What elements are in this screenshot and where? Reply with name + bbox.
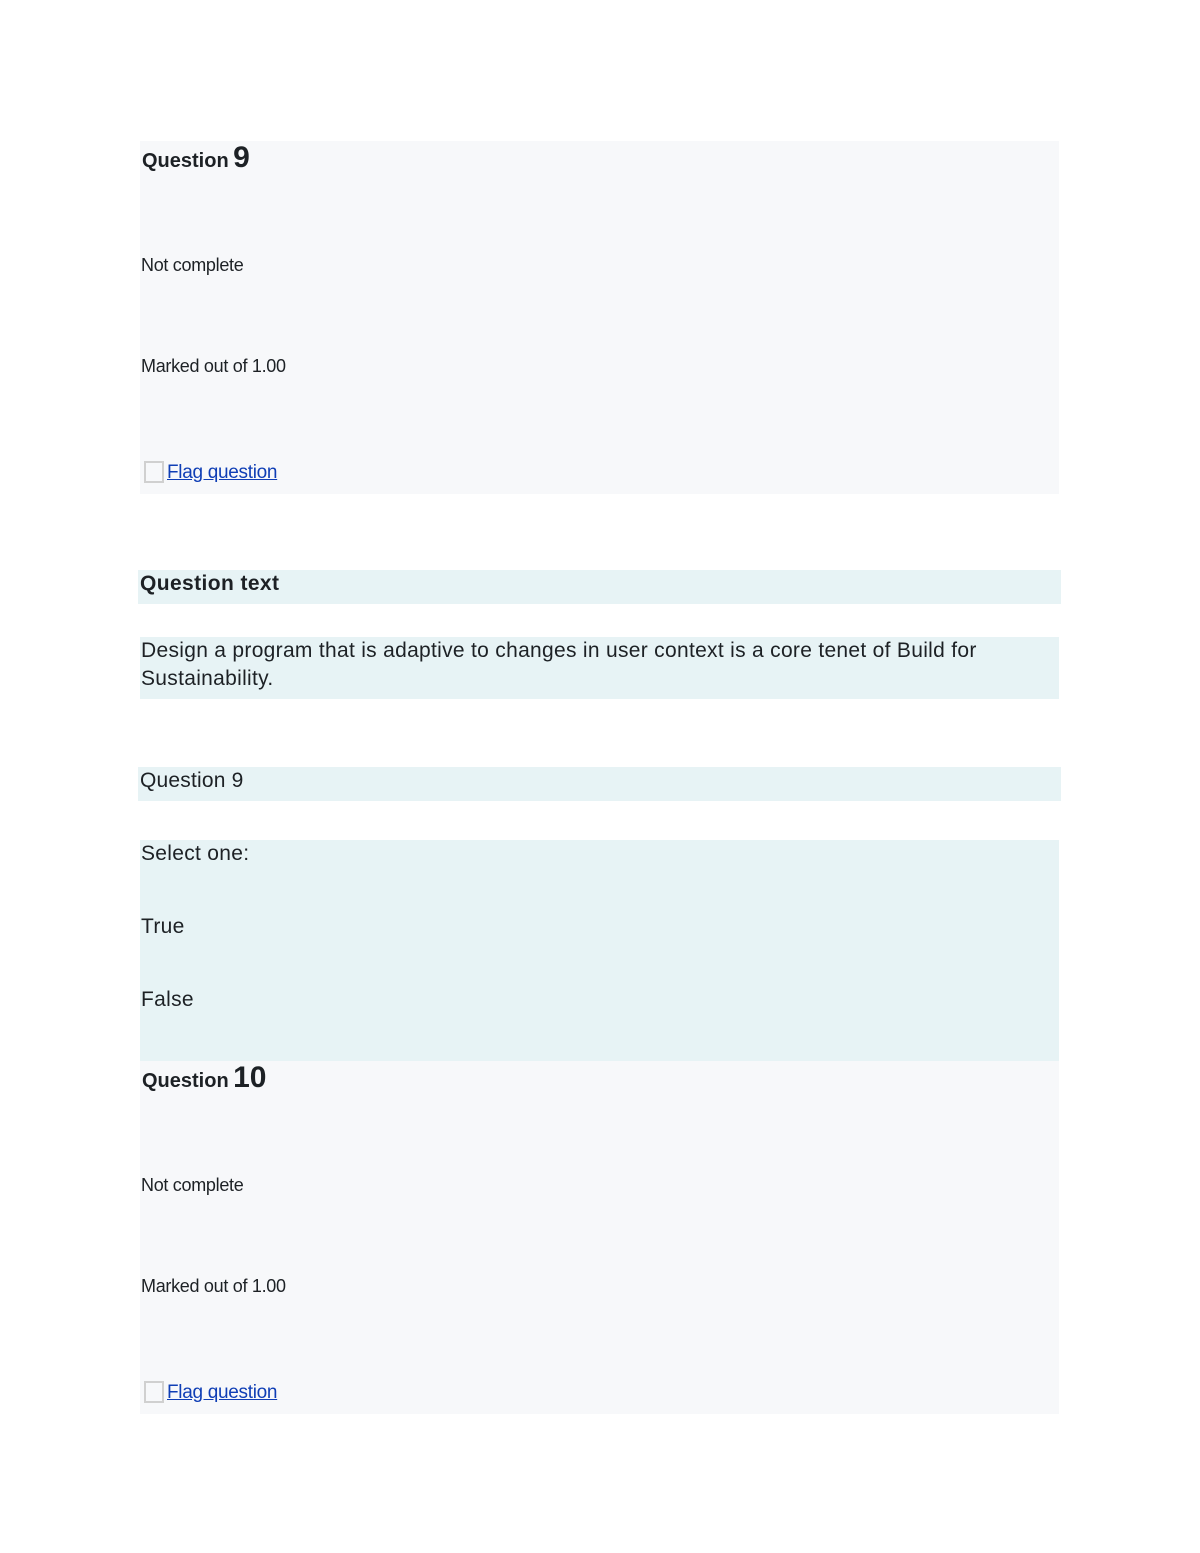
question-10-marks: Marked out of 1.00: [141, 1276, 286, 1296]
flag-question-link[interactable]: Flag question: [167, 462, 278, 483]
question-text-header: [138, 570, 1061, 604]
question-9-marks: Marked out of 1.00: [141, 356, 286, 376]
option-true[interactable]: True: [141, 915, 185, 938]
question-9-flag[interactable]: [144, 461, 277, 483]
question-9-heading-word: Question: [142, 150, 229, 172]
select-one-prompt: Select one:: [141, 842, 250, 865]
question-10-heading: [142, 1061, 267, 1095]
question-9-heading: [142, 141, 250, 175]
option-false[interactable]: False: [141, 988, 194, 1011]
flag-checkbox[interactable]: [144, 1381, 164, 1403]
question-9-heading-number: 9: [233, 141, 250, 174]
question-10-info: [140, 1061, 1059, 1414]
question-9-info: [140, 141, 1059, 494]
answer-box: [140, 840, 1059, 1061]
question-10-heading-number: 10: [233, 1061, 267, 1094]
question-10-status: Not complete: [141, 1175, 244, 1195]
question-9-label-band: [138, 767, 1061, 801]
question-9-status: Not complete: [141, 255, 244, 275]
question-9-label: Question 9: [140, 769, 244, 792]
question-10-heading-word: Question: [142, 1070, 229, 1092]
question-text-title: Question text: [140, 572, 280, 595]
question-10-flag[interactable]: [144, 1381, 277, 1403]
question-text-body: [140, 637, 1059, 699]
flag-checkbox[interactable]: [144, 461, 164, 483]
question-text-content: Design a program that is adaptive to changes in user context is a core tenet of Build for Sustainability.: [141, 639, 977, 690]
flag-question-link[interactable]: Flag question: [167, 1382, 278, 1403]
